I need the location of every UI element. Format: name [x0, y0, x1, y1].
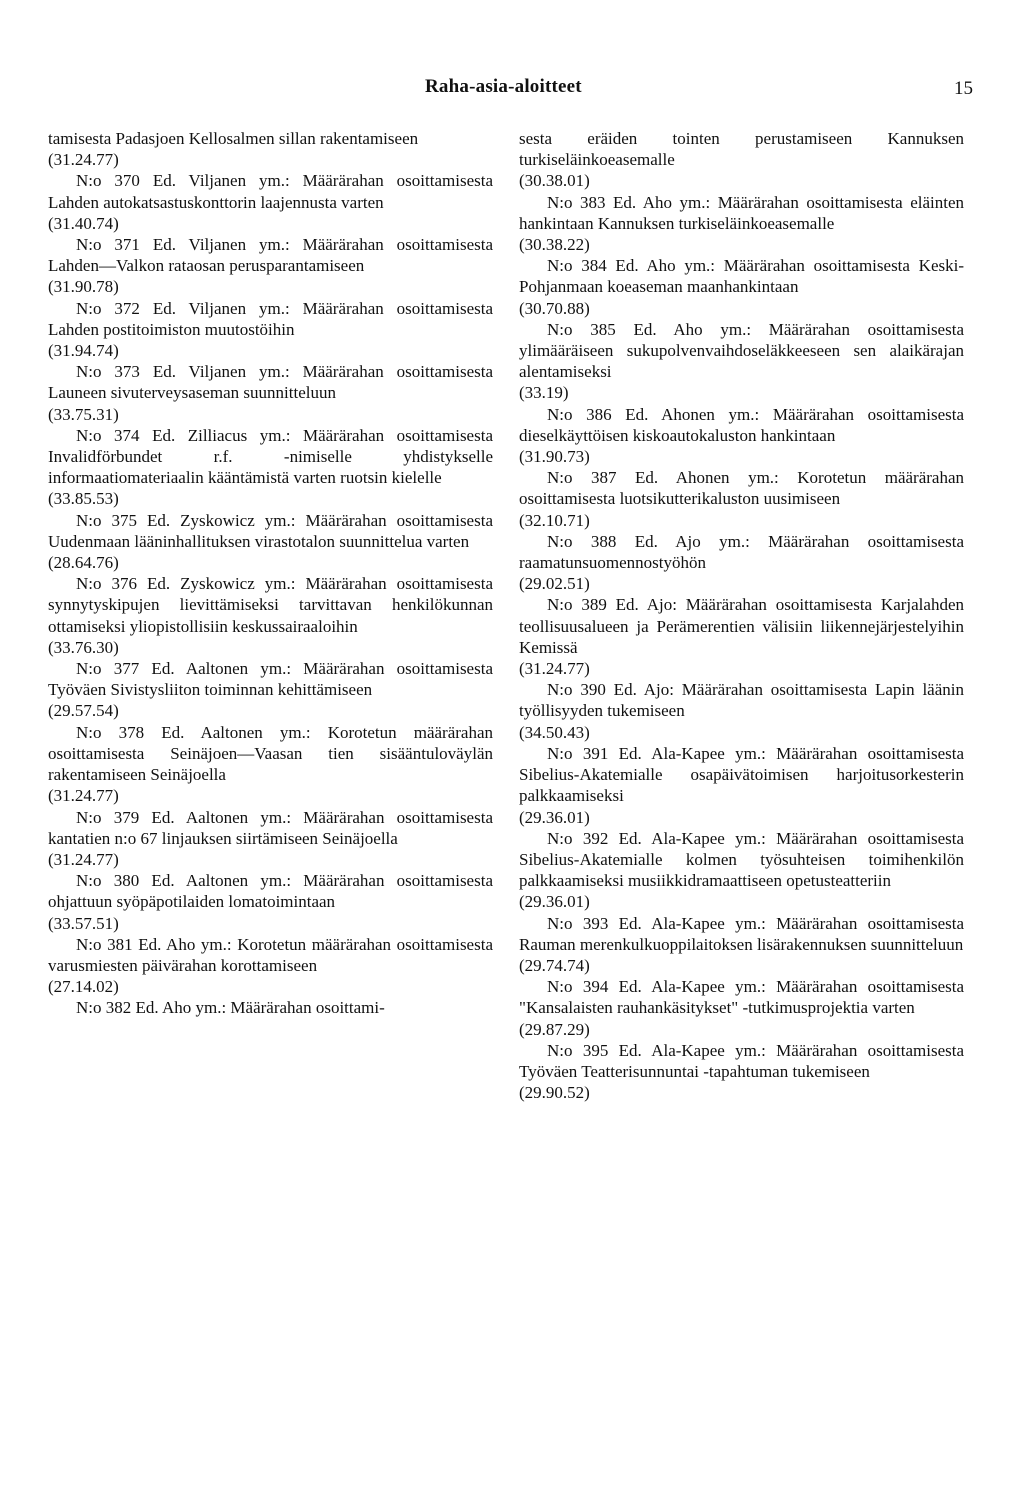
entry — [519, 828, 964, 913]
entry-text: N:o 373 Ed. Viljanen ym.: Määrärahan osoittamisesta Launeen sivuterveysaseman suunnitteluun — [48, 362, 493, 403]
entry — [519, 128, 964, 192]
entry-code: (29.02.51) — [519, 574, 590, 594]
entry-code: (31.40.74) — [48, 213, 119, 233]
entry-text: N:o 371 Ed. Viljanen ym.: Määrärahan osoittamisesta Lahden—Valkon rataosan perusparantamiseen — [48, 235, 493, 276]
entry-text: N:o 372 Ed. Viljanen ym.: Määrärahan osoittamisesta Lahden postitoimiston muutostöihin — [48, 298, 493, 339]
left-column — [48, 128, 493, 1019]
entry — [519, 404, 964, 468]
entry-text: N:o 380 Ed. Aaltonen ym.: Määrärahan osoittamisesta ohjattuun syöpäpotilaiden lomatoimintaan — [48, 871, 493, 912]
entry — [48, 573, 493, 658]
entry — [519, 1040, 964, 1104]
entry — [519, 679, 964, 743]
entry — [519, 467, 964, 531]
entry-text: N:o 387 Ed. Ahonen ym.: Korotetun määrärahan osoittamisesta luotsikutterikaluston uusimiseen — [519, 468, 964, 509]
entry-text: N:o 379 Ed. Aaltonen ym.: Määrärahan osoittamisesta kantatien n:o 67 linjauksen siirtämiseen Seinäjoella — [48, 807, 493, 848]
entry — [48, 298, 493, 362]
entry-code: (31.24.77) — [519, 659, 590, 679]
page-number: 15 — [954, 78, 973, 99]
entry — [519, 255, 964, 319]
entry — [48, 234, 493, 298]
entry-text: sesta eräiden tointen perustamiseen Kannuksen turkiseläinkoeasemalle — [519, 129, 964, 170]
entry-text: N:o 389 Ed. Ajo: Määrärahan osoittamisesta Karjalahden teollisuusalueen ja Perämerentien välisiin liikennejärjestelyihin Kemissä — [519, 595, 964, 657]
entry-code: (28.64.76) — [48, 553, 119, 573]
entry-text: N:o 376 Ed. Zyskowicz ym.: Määrärahan osoittamisesta synnytyskipujen lievittämiseksi tarvittavan henkilökunnan ottamiseksi yliopistollisiin keskussairaaloihin — [48, 574, 493, 636]
entry-code: (33.75.31) — [48, 404, 119, 424]
running-title: Raha-asia-aloitteet — [425, 76, 582, 97]
entry — [48, 658, 493, 722]
entry — [48, 807, 493, 871]
entry — [48, 997, 493, 1018]
entry-code: (29.90.52) — [519, 1083, 590, 1103]
entry-text: tamisesta Padasjoen Kellosalmen sillan rakentamiseen — [48, 129, 419, 148]
entry-code: (29.87.29) — [519, 1019, 590, 1039]
entry — [48, 870, 493, 934]
entry — [519, 531, 964, 595]
entry-text: N:o 390 Ed. Ajo: Määrärahan osoittamisesta Lapin läänin työllisyyden tukemiseen — [519, 680, 964, 721]
entry-code: (31.24.77) — [48, 150, 119, 170]
entry-code: (30.70.88) — [519, 298, 590, 318]
entry — [519, 976, 964, 1040]
entry-code: (29.57.54) — [48, 701, 119, 721]
entry-text: N:o 395 Ed. Ala-Kapee ym.: Määrärahan osoittamisesta Työväen Teatterisunnuntai -tapahtuman tukemiseen — [519, 1040, 964, 1081]
entry-text: N:o 392 Ed. Ala-Kapee ym.: Määrärahan osoittamisesta Sibelius-Akatemialle kolmen työsuhteisen toimihenkilön palkkaamiseksi musiikkidramaattiseen opetusteatteriin — [519, 828, 964, 891]
entry-text: N:o 370 Ed. Viljanen ym.: Määrärahan osoittamisesta Lahden autokatsastuskonttorin laajennusta varten — [48, 171, 493, 212]
entry — [48, 170, 493, 234]
entry-code: (27.14.02) — [48, 977, 119, 997]
entry-code: (31.24.77) — [48, 849, 119, 869]
entry-text: N:o 384 Ed. Aho ym.: Määrärahan osoittamisesta Keski-Pohjanmaan koeaseman maanhankintaan — [519, 256, 964, 297]
entry — [48, 722, 493, 807]
entry-text: N:o 381 Ed. Aho ym.: Korotetun määrärahan osoittamisesta varusmiesten päivärahan korottamiseen — [48, 934, 493, 975]
entry-text: N:o 383 Ed. Aho ym.: Määrärahan osoittamisesta eläinten hankintaan Kannuksen turkiseläinkoeasemalle — [519, 192, 964, 233]
entry — [519, 913, 964, 977]
entry-text: N:o 385 Ed. Aho ym.: Määrärahan osoittamisesta ylimääräiseen sukupolvenvaihdoseläkkeeseen sen alaikärajan alentamiseksi — [519, 319, 964, 382]
entry-text: N:o 386 Ed. Ahonen ym.: Määrärahan osoittamisesta dieselkäyttöisen kiskoautokaluston hankintaan — [519, 404, 964, 445]
entry — [48, 361, 493, 425]
entry-text: N:o 375 Ed. Zyskowicz ym.: Määrärahan osoittamisesta Uudenmaan lääninhallituksen virastotalon suunnittelua varten — [48, 510, 493, 551]
entry-code: (31.90.78) — [48, 277, 119, 297]
entry-code: (31.90.73) — [519, 447, 590, 467]
entry — [519, 192, 964, 256]
entry — [519, 319, 964, 404]
entry-text: N:o 393 Ed. Ala-Kapee ym.: Määrärahan osoittamisesta Rauman merenkulkuoppilaitoksen lisärakennuksen suunnitteluun — [519, 913, 964, 954]
entry — [48, 510, 493, 574]
page-header — [0, 76, 1024, 104]
entry-text: N:o 391 Ed. Ala-Kapee ym.: Määrärahan osoittamisesta Sibelius-Akatemialle osapäivätoimisen harjoitusorkesterin palkkaamiseksi — [519, 743, 964, 806]
entry-text: N:o 374 Ed. Zilliacus ym.: Määrärahan osoittamisesta Invalidförbundet r.f. -nimiselle yhdistykselle informaatiomateriaalin kääntämistä varten ruotsin kielelle — [48, 425, 493, 488]
entry-text: N:o 382 Ed. Aho ym.: Määrärahan osoittami- — [76, 998, 385, 1018]
entry-code: (33.85.53) — [48, 489, 119, 509]
entry-code: (34.50.43) — [519, 722, 590, 742]
entry-text: N:o 388 Ed. Ajo ym.: Määrärahan osoittamisesta raamatunsuomennostyöhön — [519, 531, 964, 573]
entry-text: N:o 394 Ed. Ala-Kapee ym.: Määrärahan osoittamisesta "Kansalaisten rauhankäsitykset" -tutkimusprojektia varten — [519, 977, 964, 1018]
entry-code: (33.76.30) — [48, 637, 119, 657]
entry-text: N:o 377 Ed. Aaltonen ym.: Määrärahan osoittamisesta Työväen Sivistysliiton toiminnan kehittämiseen — [48, 659, 493, 700]
entry — [48, 128, 493, 170]
entry-text: N:o 378 Ed. Aaltonen ym.: Korotetun määrärahan osoittamisesta Seinäjoen—Vaasan tien sisääntuloväylän rakentamiseen Seinäjoella — [48, 722, 493, 785]
entry — [519, 594, 964, 679]
entry-code: (31.24.77) — [48, 786, 119, 806]
entry-code: (33.19) — [519, 383, 569, 403]
entry-code: (30.38.22) — [519, 235, 590, 255]
entry — [519, 743, 964, 828]
entry — [48, 934, 493, 998]
entry — [48, 425, 493, 510]
entry-code: (32.10.71) — [519, 510, 590, 530]
entry-code: (30.38.01) — [519, 171, 590, 191]
entry-code: (29.74.74) — [519, 955, 590, 975]
entry-code: (29.36.01) — [519, 807, 590, 827]
entry-code: (33.57.51) — [48, 913, 119, 933]
entry-code: (31.94.74) — [48, 341, 119, 361]
right-column — [519, 128, 964, 1103]
entry-code: (29.36.01) — [519, 892, 590, 912]
